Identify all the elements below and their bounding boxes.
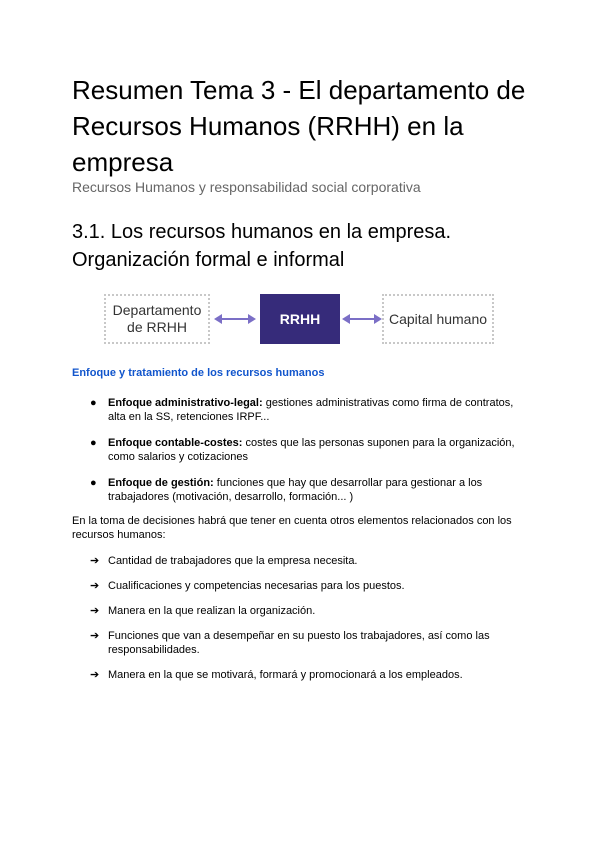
bullet-label: Enfoque de gestión:	[108, 477, 214, 489]
rrhh-diagram	[104, 294, 496, 348]
list-item	[72, 554, 532, 568]
double-arrow-left-icon	[214, 307, 256, 331]
arrow-right-icon: ➔	[90, 630, 100, 642]
arrow-right-icon: ➔	[90, 580, 100, 592]
body-paragraph: En la toma de decisiones habrá que tener en cuenta otros elementos relacionados con los recursos humanos:	[72, 515, 512, 541]
list-item	[72, 396, 532, 424]
diagram-box-capital-humano: Capital humano	[382, 294, 494, 344]
bullet-text: gestiones administrativas como firma de contratos, alta en la SS, retenciones IRPF...	[108, 397, 514, 423]
double-arrow-right-icon	[342, 307, 382, 331]
list-item	[72, 604, 532, 618]
list-item	[72, 476, 532, 504]
bullet-icon: ●	[90, 437, 97, 449]
document-subtitle: Recursos Humanos y responsabilidad social corporativa	[72, 179, 421, 195]
bullet-label: Enfoque administrativo-legal:	[108, 397, 263, 409]
list-item-text: Cantidad de trabajadores que la empresa necesita.	[108, 555, 358, 567]
list-item	[72, 579, 532, 593]
list-item	[72, 629, 532, 657]
list-item	[72, 436, 532, 464]
document-title: Resumen Tema 3 - El departamento de Recursos Humanos (RRHH) en la empresa	[72, 75, 526, 177]
section-heading: 3.1. Los recursos humanos en la empresa. Organización formal e informal	[72, 221, 452, 271]
bullet-text: costes que las personas suponen para la organización, como salarios y cotizaciones	[108, 437, 515, 463]
subsection-heading: Enfoque y tratamiento de los recursos humanos	[72, 367, 325, 379]
bullet-label: Enfoque contable-costes:	[108, 437, 243, 449]
list-item-text: Manera en la que realizan la organización.	[108, 605, 316, 617]
elements-list	[72, 554, 532, 693]
bullet-icon: ●	[90, 397, 97, 409]
enfoque-list	[72, 396, 532, 516]
bullet-icon: ●	[90, 477, 97, 489]
diagram-box-departamento: Departamento de RRHH	[104, 294, 210, 344]
list-item-text: Manera en la que se motivará, formará y promocionará a los empleados.	[108, 669, 463, 681]
list-item	[72, 668, 532, 682]
arrow-right-icon: ➔	[90, 555, 100, 567]
diagram-box-rrhh: RRHH	[260, 294, 340, 344]
list-item-text: Cualificaciones y competencias necesarias para los puestos.	[108, 580, 405, 592]
bullet-text: funciones que hay que desarrollar para gestionar a los trabajadores (motivación, desarrollo, formación... )	[108, 477, 483, 503]
arrow-right-icon: ➔	[90, 669, 100, 681]
arrow-right-icon: ➔	[90, 605, 100, 617]
list-item-text: Funciones que van a desempeñar en su puesto los trabajadores, así como las responsabilidades.	[108, 630, 490, 656]
